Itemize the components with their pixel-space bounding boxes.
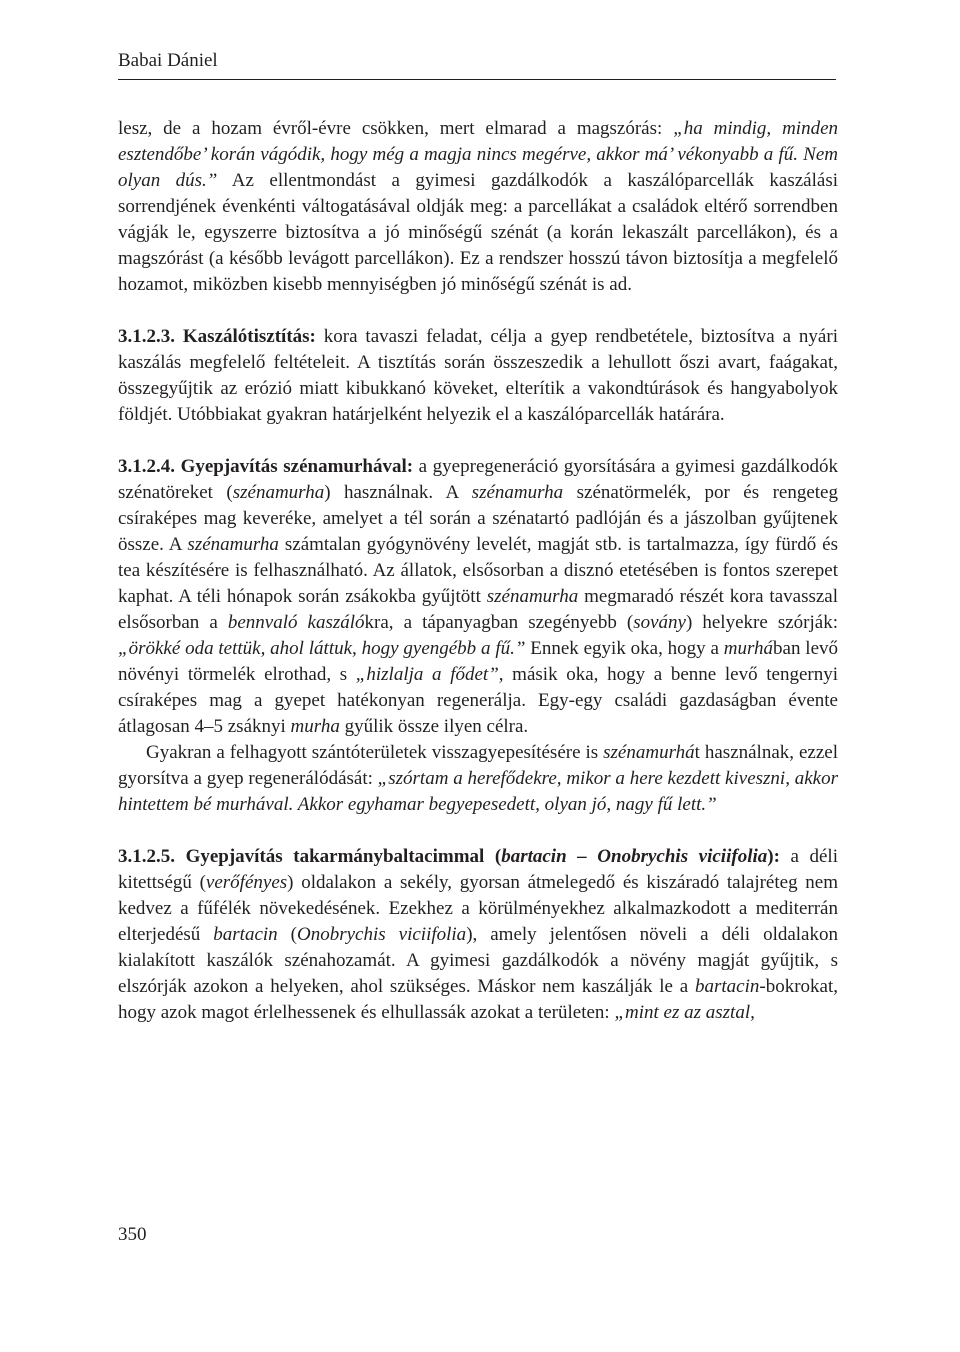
text-run: gyűlik össze ilyen célra. <box>339 716 529 737</box>
term: murha <box>290 716 340 737</box>
text-run: lesz, de a hozam évről-évre csökken, mert elmarad a magszórás: <box>118 118 674 139</box>
section-heading: 3.1.2.4. Gyepjavítás szénamurhával: <box>118 456 414 477</box>
paragraph-regeneration <box>118 740 838 818</box>
section-3-1-2-3 <box>118 324 838 428</box>
term: bennvaló kaszáló <box>227 612 365 633</box>
heading-part: 3.1.2.5. Gyepjavítás takarmánybaltacimmal ( <box>118 846 502 867</box>
text-run: ( <box>277 924 297 945</box>
text-run: számtalan gyógynövény levelét, magját stb. is tartalmazza, így fürdő és tea készítésére is felhasználható. Az állatok, elsősorban a disznó etetésében is fontos szerepet kaphat. A téli hónapok során zsákokba gyűjtött <box>118 534 838 607</box>
text-run: Az ellentmondást a gyimesi gazdálkodók a kaszálóparcellák kaszálási sorrendjének évenkénti váltogatásával oldják meg: a parcellákat a családok eltérő sorrendben vágják le, egyszerre biztosítva a jó minőségű szénát (a korán lekaszált parcellákon), és a magszórást (a később levágott parcellákon). Ez a rendszer hosszú távon biztosítja a megfelelő hozamot, miközben kisebb mennyiségben jó minőségű szénát is ad. <box>118 170 838 295</box>
term: murhá <box>723 638 774 659</box>
text-run: megmaradó részét kora tavasszal elsősorban a <box>118 586 839 633</box>
text-run: t használnak, ezzel gyorsítva a gyep regenerálódását: <box>118 742 838 789</box>
text-run: ) használnak. A <box>324 482 472 503</box>
term: Onobrychis viciifolia <box>297 924 467 945</box>
section-3-1-2-4 <box>118 454 838 740</box>
term: szénamurha <box>471 482 564 503</box>
text-run: ) helyekre szórják: <box>685 612 838 633</box>
term: szénamurha <box>232 482 325 503</box>
quote: „szórtam a herefődekre, mikor a here kezdett kiveszni, akkor hintettem bé murhával. Akkor egyhamar begyepesedett, olyan jó, nagy fű lett.” <box>118 768 838 815</box>
header-rule <box>118 79 836 80</box>
section-3-1-2-5 <box>118 844 838 1026</box>
text-run: , másik oka, hogy a benne levő tengernyi csíraképes mag a gyepet hatékonyan regenerálja. Egy-egy családi gazdaságban évente átlagosan 4–5 zsáknyi <box>118 664 838 737</box>
body-text <box>118 116 838 1026</box>
text-run: a déli kitettségű ( <box>118 846 838 893</box>
quote: „ha mindig, minden esztendőbe’ korán vágódik, hogy még a magja nincs megérve, akkor má’ vékonyabb a fű. Nem olyan dús.” <box>118 118 838 191</box>
text-run: Ennek egyik oka, hogy a <box>525 638 724 659</box>
term: verőfényes <box>205 872 288 893</box>
text-run: -bokrokat, hogy azok magot érlelhessenek és elhullassák azokat a területen: <box>118 976 838 1023</box>
text-run: kora tavaszi feladat, célja a gyep rendbetétele, biztosítva a nyári kaszálás megfelelő feltételeit. A tisztítás során összeszedik a lehullott őszi avart, faágakat, összegyűjtik az erózió miatt kibukkanó köveket, elterítik a vakondtúrások és hangyabolyok földjét. Utóbbiakat gyakran határjelként helyezik el a kaszálóparcellák határára. <box>118 326 838 425</box>
term: bartacin <box>213 924 278 945</box>
quote: „hizlalja a fődet” <box>355 664 499 685</box>
heading-part: ): <box>767 846 780 867</box>
text-run: kra, a tápanyagban szegényebb ( <box>364 612 634 633</box>
term: bartacin <box>694 976 760 997</box>
term: szénamurhá <box>603 742 695 763</box>
section-heading: 3.1.2.3. Kaszálótisztítás: <box>118 326 316 347</box>
text-run: ) oldalakon a sekély, gyorsan átmelegedő és kiszáradó talajréteg nem kedvez a fűfélék növekedésének. Ezekhez a körülményekhez alkalmazkodott a mediterrán elterjedésű <box>118 872 839 945</box>
quote: „mint ez az asztal, <box>614 1002 755 1023</box>
text-run: ban levő növényi törmelék elrothad, s <box>118 638 838 685</box>
section-heading <box>118 846 780 867</box>
text-run: szénatörmelék, por és rengeteg csíraképes mag keveréke, amelyet a tél során a szénatartó padlóján és a jászolban gyűjtenek össze. A <box>118 482 838 555</box>
text-run: a gyepregeneráció gyorsítására a gyimesi gazdálkodók szénatöreket ( <box>118 456 838 503</box>
paragraph-continuation <box>118 116 838 298</box>
page-number: 350 <box>118 1224 147 1245</box>
term: sovány <box>633 612 686 633</box>
quote: „örökké oda tettük, ahol láttuk, hogy gyengébb a fű.” <box>118 638 526 659</box>
running-head: Babai Dániel <box>118 50 218 71</box>
text-run: Gyakran a felhagyott szántóterületek visszagyepesítésére is <box>146 742 604 763</box>
term: szénamurha <box>486 586 579 607</box>
term: szénamurha <box>187 534 279 555</box>
heading-term: bartacin – Onobrychis viciifolia <box>501 846 768 867</box>
text-run: ), amely jelentősen növeli a déli oldalakon kialakított kaszálók szénahozamát. A gyimesi gazdálkodók a növény magját gyűjtik, s elszórják azokon a helyeken, ahol szükséges. Máskor nem kaszálják le a <box>118 924 838 997</box>
